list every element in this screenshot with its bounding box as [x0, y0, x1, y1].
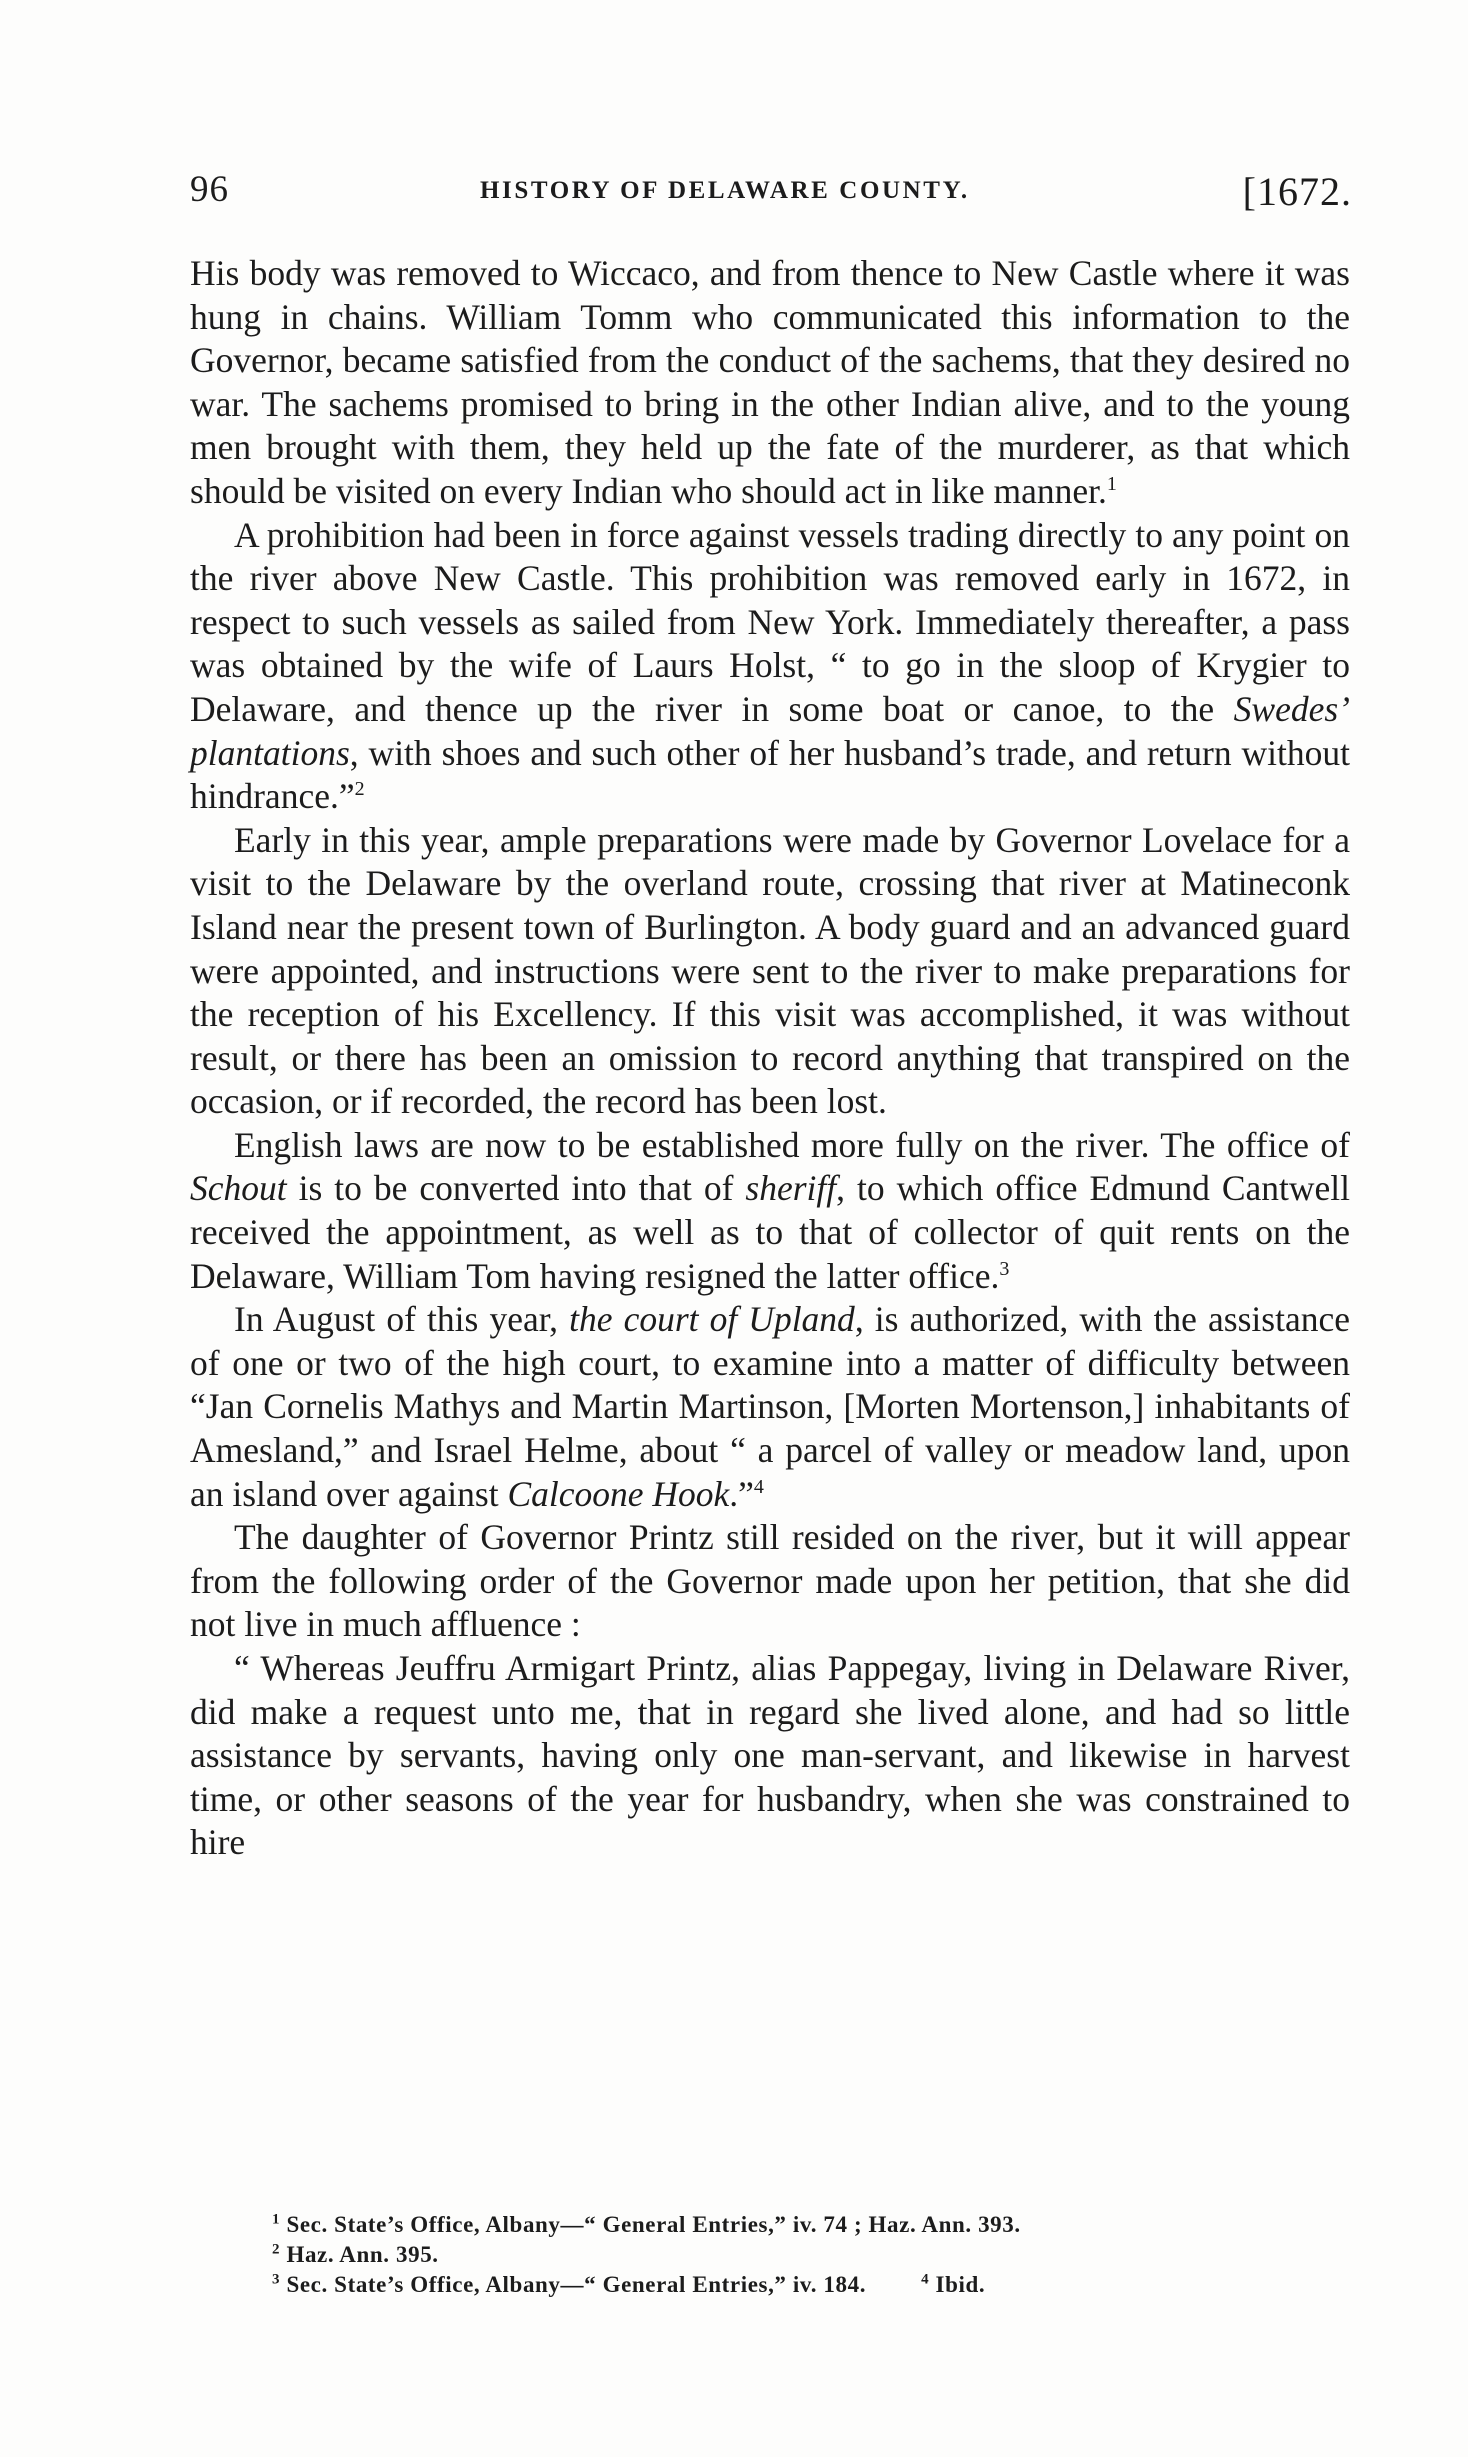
- footnote-ref: 2: [354, 778, 365, 801]
- paragraph: Early in this year, ample preparations were made by Governor Lovelace for a visit to the Delaware by the overland route, crossing that river at Matineconk Island near the present town of Burlington. A body guard and an advanced guard were appointed, and instructions were sent to the river to make preparations for the reception of his Excellency. If this visit was accomplished, it was without result, or there has been an omission to record anything that transpired on the occasion, or if recorded, the record has been lost.: [190, 819, 1350, 1122]
- paragraph: “ Whereas Jeuffru Armigart Printz, alias Pappegay, living in Delaware River, did make a request unto me, that in regard she lived alone, and had so little assistance by servants, having only one man-servant, and likewise in harvest time, or other seasons of the year for husbandry, when she was constrained to hire: [190, 1648, 1350, 1863]
- footnote: $^1$ Sec. State’s Office, Albany—“ General Entries,” iv. 74 ; Haz. Ann. 393.: [272, 2211, 1021, 2237]
- footnote-mark: 2: [272, 2241, 281, 2258]
- paragraph: The daughter of Governor Printz still resided on the river, but it will appear from the following order of the Governor made upon her petition, that she did not live in much affluence :: [190, 1517, 1350, 1645]
- footnote: $^2$ Haz. Ann. 395.: [272, 2241, 439, 2267]
- running-title: HISTORY OF DELAWARE COUNTY.: [480, 177, 970, 204]
- footnote-mark: 4: [921, 2271, 930, 2288]
- italic-text: the court of Upland: [569, 1299, 855, 1340]
- italic-text: Schout: [190, 1168, 287, 1209]
- footnote-ref: 1: [1106, 473, 1117, 496]
- footnote: $^4$ Ibid.: [921, 2271, 986, 2297]
- footnotes: [272, 2210, 1352, 2300]
- footnote-ref: 4: [753, 1475, 764, 1498]
- footnote-mark: 1: [272, 2211, 281, 2228]
- paragraph: His body was removed to Wiccaco, and from thence to New Castle where it was hung in chains. William Tomm who communicated this information to the Governor, became satisfied from the conduct of the sachems, that they desired no war. The sachems promised to bring in the other Indian alive, and to the young men brought with them, they held up the fate of the murderer, as that which should be visited on every Indian who should act in like manner.$^1$: [190, 253, 1350, 511]
- page-number: 96: [190, 169, 229, 210]
- footnote-mark: 3: [272, 2271, 281, 2288]
- header-year: [1672.: [1242, 169, 1352, 214]
- footnote: $^3$ Sec. State’s Office, Albany—“ General Entries,” iv. 184. $^4$ Ibid.: [272, 2270, 1352, 2300]
- italic-text: sheriff: [745, 1168, 837, 1209]
- body-text: [190, 252, 1350, 1865]
- footnote-ref: 3: [999, 1257, 1010, 1280]
- paragraph: A prohibition had been in force against vessels trading directly to any point on the river above New Castle. This prohibition was removed early in 1672, in respect to such vessels as sailed from New York. Immediately thereafter, a pass was obtained by the wife of Laurs Holst, “ to go in the sloop of Krygier to Delaware, and thence up the river in some boat or canoe, to the Swedes’ plantations, with shoes and such other of her husband’s trade, and return without hindrance.”$^2$: [190, 514, 1350, 817]
- italic-text: Calcoone Hook: [507, 1473, 730, 1514]
- italic-text: Swedes’ plantations: [190, 688, 1350, 773]
- running-header: [190, 168, 1352, 218]
- paragraph: In August of this year, the court of Upland, is authorized, with the assistance of one or two of the high court, to examine into a matter of difficulty between “Jan Cornelis Mathys and Martin Martinson, [Morten Mortenson,] inhabitants of Amesland,” and Israel Helme, about “ a parcel of valley or meadow land, upon an island over against Calcoone Hook.”$^4$: [190, 1299, 1350, 1514]
- paragraph: English laws are now to be established more fully on the river. The office of Schout is to be converted into that of sheriff, to which office Edmund Cantwell received the appointment, as well as to that of collector of quit rents on the Delaware, William Tom having resigned the latter office.$^3$: [190, 1124, 1350, 1296]
